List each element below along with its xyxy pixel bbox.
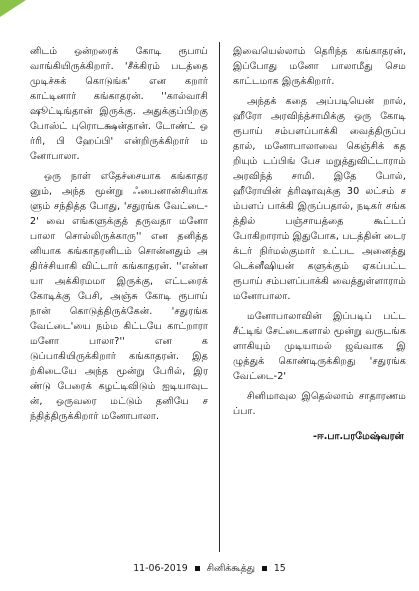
separator-square-icon (195, 566, 200, 571)
paragraph: னிடம் ஒன்றரைக் கோடி ரூபாய் வாங்கியிருக்கிறார். 'சீக்கிரம் படத்தை முடிச்சுக் கொடுங்க' என கறார் காட்டினார் கங்காதரன். ''கால்வாசி ஷூட்டிங்தான் இருக்கு. அதுக்குப்பிறகு போஸ்ட் புரொடக்ஷன்தான். டோண்ட் ஒர்ரி, பி ஹேப்பி' என்றிருக்கிறார் மனோபாலா. (30, 46, 208, 162)
separator-square-icon (262, 566, 267, 571)
footer-magazine-name: சினிக்கூத்து (206, 563, 255, 574)
page-footer (0, 563, 419, 575)
author-signature: -ஈ.பா.பரமேஷ்வரன் (313, 431, 404, 442)
article-column-right (219, 42, 406, 552)
paragraph: மனோபாலாவின் இப்படிப் பட்ட சீட்டிங் சேட்டைகளால் மூன்று வருடங்களாகியும் முடியாமல் ஜவ்வாக இழுத்துக் கொண்டிருக்கிறது 'சதுரங்க வேட்டை-2' (233, 311, 406, 382)
paragraph: சினிமாவுல இதெல்லாம் சாதாரணமப்பா. (233, 391, 406, 417)
corner-accent-mark (0, 0, 26, 17)
paragraph: இவையெல்லாம் தெரிந்த கங்காதரன், இப்போது மனோ பாலாமீது செம காட்டமாக இருக்கிறார். (233, 46, 406, 87)
footer-page-number: 15 (273, 563, 286, 574)
footer-date: 11-06-2019 (133, 563, 188, 574)
paragraph: அந்தக் கதை அப்படியென் றால், ஹீரோ அரவிந்த்சாமிக்கு ஒரு கோடி ரூபாய் சம்பளப்பாக்கி வைத்திருப்பதால், மனோபாலாவை கெஞ்சிக் கதறியும் டப்பிங் பேச மறுத்துவிட்டாராம் அரவிந்த் சாமி. இதே போல், ஹீரோயின் த்ரிஷாவுக்கு 30 லட்சம் சம்பளப் பாக்கி இருப்பதால், நடிகர் சங்கத்தில் பஞ்சாயத்தை கூட்டப் போகிறாராம் இதுபோக, படத்தின் டைரக்டர் நிர்மல்குமார் உட்பட அனைத்து டெக்னீஷியன் களுக்கும் ஏகப்பட்ட ரூபாய் சம்பளப்பாக்கி வைத்துள்ளாராம் மனோபாலா. (233, 96, 406, 302)
article-column-left (30, 42, 210, 552)
article-body (30, 42, 406, 552)
paragraph: ஒரு நாள் எதேச்சையாக கங்காதரனும், அந்த மூன்று ஃபைனான்சியர்களும் சந்தித்த போது, 'சதுரங்க வேட்டை-2' வை எங்களுக்குத் தருவதா மனோ பாலா சொல்லிருக்காரு'' என தனித்தனியாக கங்காதரனிடம் சொன்னதும் அதிர்ச்சியாகி விட்டார் கங்காதரன். ''என்னயா அக்கிரமமா இருக்கு, எட்டரைக் கோடிக்கு பேசி, அஞ்சு கோடி ரூபாய் நான் கொடுத்திருக்கேன். 'சதுரங்க வேட்டை'யை நம்ம கிட்டயே காட்றாரா மனோ பாலா?'' என கடுப்பாகியிருக்கிறார் கங்காதரன். இதற்கிடையே அந்த மூன்று பேரில், இரண்டு பேரைக் கழட்டிவிடும் ஐடியாவுடன், ஒருவரை மட்டும் தனியே சந்தித்திருக்கிறார் மனோபாலா. (30, 171, 208, 422)
